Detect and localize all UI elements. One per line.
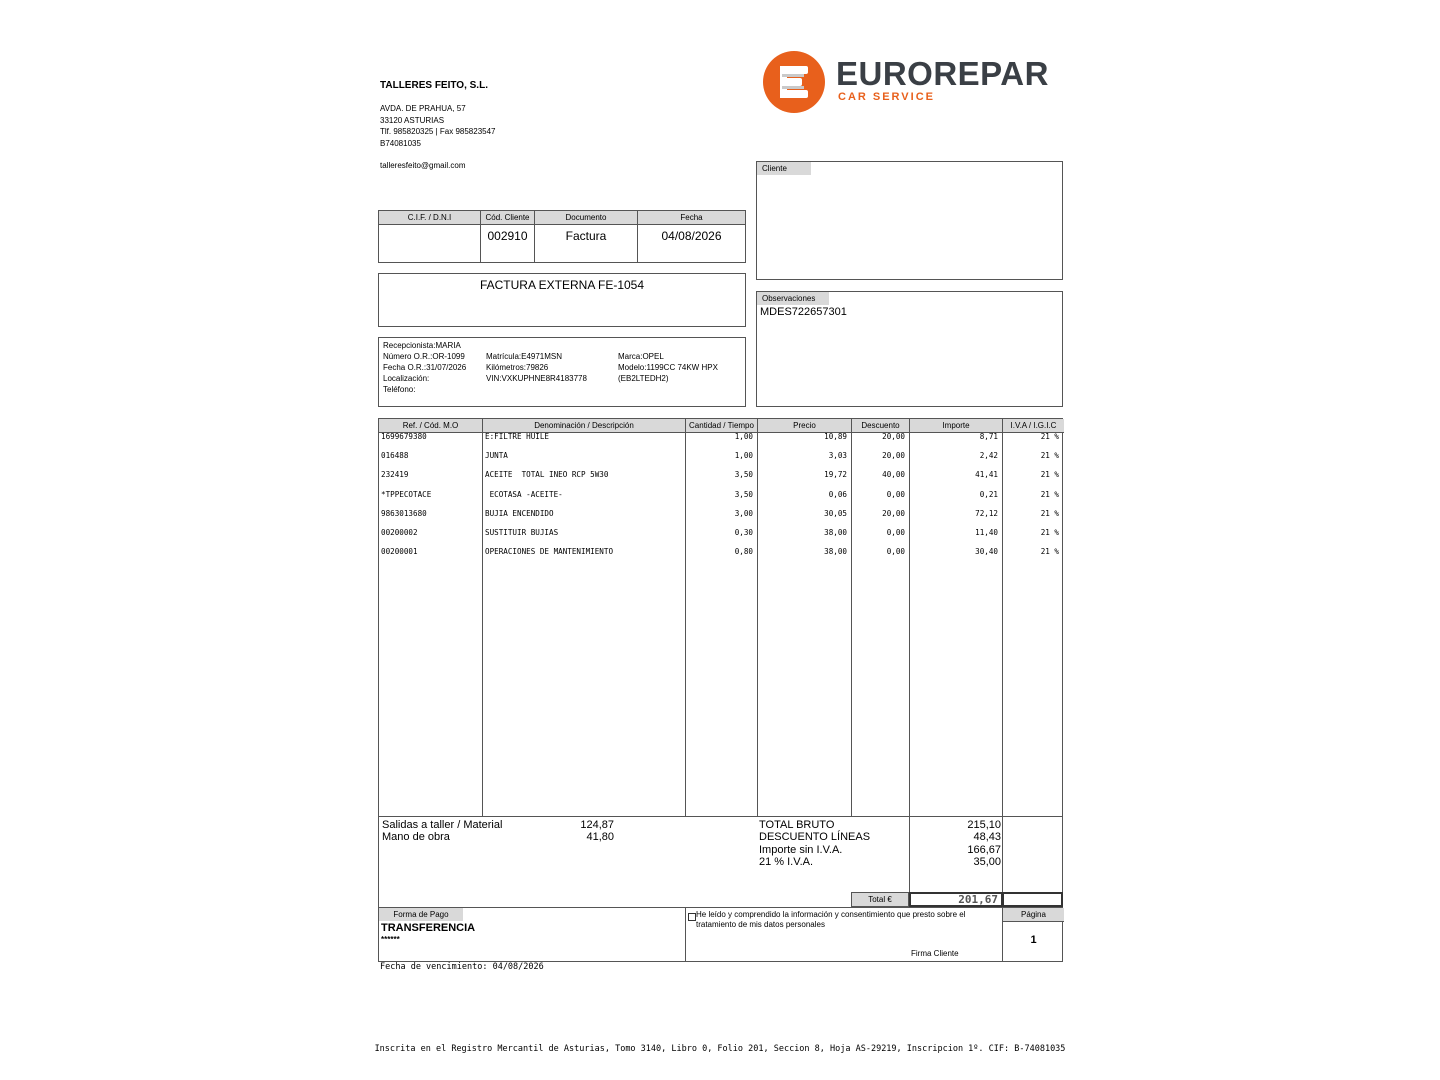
iva-label: 21 % I.V.A. bbox=[759, 855, 814, 868]
company-email: talleresfeito@gmail.com bbox=[380, 161, 466, 170]
company-phones: Tlf. 985820325 | Fax 985823547 bbox=[380, 127, 496, 136]
total-value: 201,67 bbox=[909, 892, 1003, 907]
cell-disc: 20,00 bbox=[882, 432, 905, 441]
payment-stars: ****** bbox=[381, 935, 400, 944]
cell-vat: 21 % bbox=[1040, 470, 1059, 480]
page-label: Página bbox=[1003, 908, 1064, 922]
descuento-label: DESCUENTO LÍNEAS bbox=[759, 831, 871, 844]
cell-qty: 1,00 bbox=[734, 432, 753, 441]
cell-ref: *TPPECOTACE bbox=[381, 489, 432, 499]
table-row bbox=[379, 469, 1064, 481]
base-value: 166,67 bbox=[967, 843, 1001, 856]
vin: VIN:VXKUPHNE8R4183778 bbox=[486, 374, 587, 383]
total-bruto-label: TOTAL BRUTO bbox=[759, 819, 835, 831]
eurorepar-logo-icon bbox=[762, 50, 828, 116]
total-label: Total € bbox=[851, 892, 909, 907]
table-row bbox=[379, 546, 1064, 558]
telefono: Teléfono: bbox=[383, 385, 416, 394]
company-name: TALLERES FEITO, S.L. bbox=[380, 80, 488, 91]
labor-value: 41,80 bbox=[586, 831, 614, 843]
observaciones-value: MDES722657301 bbox=[760, 306, 847, 318]
cell-amount: 30,40 bbox=[975, 547, 998, 557]
cell-price: 10,89 bbox=[824, 432, 847, 441]
base-label: Importe sin I.V.A. bbox=[759, 843, 843, 856]
company-cif: B74081035 bbox=[380, 138, 421, 148]
cell-amount: 0,21 bbox=[979, 489, 998, 499]
table-row bbox=[379, 508, 1064, 520]
payment-method: TRANSFERENCIA bbox=[381, 922, 476, 934]
col-vat: I.V.A / I.G.I.C bbox=[1003, 419, 1064, 433]
documento-value: Factura bbox=[565, 229, 607, 243]
consent-text: He leído y comprendido la información y consentimiento que presto sobre el tratamiento de mis datos personales bbox=[696, 910, 966, 929]
cell-disc: 20,00 bbox=[882, 451, 905, 461]
table-row bbox=[379, 431, 1064, 443]
localizacion: Localización: bbox=[383, 374, 430, 383]
iva-value: 35,00 bbox=[973, 855, 1001, 868]
cell-price: 3,03 bbox=[828, 451, 847, 461]
documento-header: Documento bbox=[535, 211, 637, 225]
cell-qty: 3,50 bbox=[734, 489, 753, 499]
cell-amount: 41,41 bbox=[975, 470, 998, 480]
cliente-box bbox=[756, 161, 1063, 280]
cell-price: 30,05 bbox=[824, 508, 847, 518]
cell-ref: 016488 bbox=[381, 451, 409, 461]
col-ref: Ref. / Cód. M.O bbox=[379, 419, 482, 433]
cell-ref: 232419 bbox=[381, 470, 409, 480]
cif-header: C.I.F. / D.N.I bbox=[379, 211, 480, 225]
cell-ref: 9863013680 bbox=[381, 508, 427, 518]
cliente-label: Cliente bbox=[757, 162, 811, 175]
cell-qty: 3,00 bbox=[734, 508, 753, 518]
cell-price: 0,06 bbox=[828, 489, 847, 499]
cell-qty: 1,00 bbox=[734, 451, 753, 461]
cell-vat: 21 % bbox=[1040, 508, 1059, 518]
table-row bbox=[379, 450, 1064, 462]
cell-qty: 0,80 bbox=[734, 547, 753, 557]
items-table bbox=[378, 418, 1063, 908]
invoice-title: FACTURA EXTERNA FE-1054 bbox=[479, 278, 645, 292]
matricula: Matrícula:E4971MSN bbox=[486, 352, 563, 361]
col-qty: Cantidad / Tiempo bbox=[686, 419, 757, 433]
marca: Marca:OPEL bbox=[618, 352, 664, 361]
cell-desc: BUJIA ENCENDIDO bbox=[485, 508, 554, 518]
material-label: Salidas a taller / Material bbox=[382, 819, 503, 831]
page-number: 1 bbox=[1030, 934, 1037, 946]
cell-desc: E:FILTRE HUILE bbox=[485, 432, 550, 441]
company-address-block bbox=[380, 103, 496, 149]
modelo-code: (EB2LTEDH2) bbox=[618, 374, 669, 383]
order-info-box bbox=[378, 337, 746, 407]
cell-ref: 00200001 bbox=[381, 547, 418, 557]
cell-disc: 0,00 bbox=[886, 528, 905, 537]
fecha-header: Fecha bbox=[638, 211, 745, 225]
invoice-title-box bbox=[378, 273, 746, 327]
cell-vat: 21 % bbox=[1040, 451, 1059, 461]
col-disc: Descuento bbox=[852, 419, 909, 433]
cell-disc: 20,00 bbox=[882, 508, 905, 518]
cell-qty: 0,30 bbox=[734, 528, 753, 537]
table-row bbox=[379, 527, 1064, 539]
cell-desc: SUSTITUIR BUJIAS bbox=[485, 528, 559, 537]
payment-box bbox=[378, 907, 1063, 962]
cell-vat: 21 % bbox=[1040, 528, 1059, 537]
table-row bbox=[379, 489, 1064, 501]
company-city: 33120 ASTURIAS bbox=[380, 115, 445, 125]
cell-amount: 72,12 bbox=[975, 508, 998, 518]
forma-pago-label: Forma de Pago bbox=[379, 908, 463, 921]
logo-subtitle: CAR SERVICE bbox=[838, 91, 935, 103]
cell-amount: 2,42 bbox=[979, 451, 998, 461]
observaciones-label: Observaciones bbox=[757, 292, 829, 305]
cod-cliente-header: Cód. Cliente bbox=[481, 211, 534, 225]
fecha-or: Fecha O.R.:31/07/2026 bbox=[383, 363, 467, 372]
cell-amount: 8,71 bbox=[979, 432, 998, 441]
col-price: Precio bbox=[758, 419, 851, 433]
kilometros: Kilómetros:79826 bbox=[486, 363, 549, 372]
cell-desc: JUNTA bbox=[485, 451, 508, 461]
cell-vat: 21 % bbox=[1040, 547, 1059, 557]
cell-qty: 3,50 bbox=[734, 470, 753, 480]
cell-desc: OPERACIONES DE MANTENIMIENTO bbox=[485, 547, 614, 557]
labor-label: Mano de obra bbox=[382, 831, 450, 843]
total-bruto-value: 215,10 bbox=[967, 819, 1001, 831]
cell-vat: 21 % bbox=[1040, 432, 1059, 441]
registry-footer: Inscrita en el Registro Mercantil de Asturias, Tomo 3140, Libro 0, Folio 201, Seccion 8, Hoja AS-29219, Inscripcion 1º. CIF: B-74081035 bbox=[374, 1044, 1066, 1054]
recepcionista: Recepcionista:MARIA bbox=[383, 341, 461, 350]
cell-ref: 1699679380 bbox=[381, 432, 427, 441]
cell-desc: ECOTASA -ACEITE- bbox=[485, 489, 563, 499]
due-date: Fecha de vencimiento: 04/08/2026 bbox=[380, 962, 544, 972]
cell-disc: 0,00 bbox=[886, 489, 905, 499]
cell-price: 38,00 bbox=[824, 528, 847, 537]
cell-ref: 00200002 bbox=[381, 528, 418, 537]
cell-disc: 40,00 bbox=[882, 470, 905, 480]
cell-price: 19,72 bbox=[824, 470, 847, 480]
material-value: 124,87 bbox=[580, 819, 614, 831]
logo-wordmark: EUROREPAR bbox=[836, 55, 1049, 92]
col-desc: Denominación / Descripción bbox=[483, 419, 685, 433]
cell-disc: 0,00 bbox=[886, 547, 905, 557]
company-address: AVDA. DE PRAHUA, 57 bbox=[380, 104, 466, 113]
cell-amount: 11,40 bbox=[975, 528, 998, 537]
cell-vat: 21 % bbox=[1040, 489, 1059, 499]
numero-or: Número O.R.:OR-1099 bbox=[383, 352, 465, 361]
descuento-value: 48,43 bbox=[973, 831, 1001, 844]
modelo: Modelo:1199CC 74KW HPX bbox=[618, 363, 718, 372]
cod-cliente-value: 002910 bbox=[487, 229, 528, 243]
fecha-value: 04/08/2026 bbox=[661, 229, 722, 243]
document-header-table bbox=[378, 210, 746, 263]
cell-desc: ACEITE TOTAL INEO RCP 5W30 bbox=[485, 470, 609, 480]
observaciones-box bbox=[756, 291, 1063, 407]
firma-label: Firma Cliente bbox=[911, 949, 959, 958]
cell-price: 38,00 bbox=[824, 547, 847, 557]
col-amount: Importe bbox=[910, 419, 1002, 433]
